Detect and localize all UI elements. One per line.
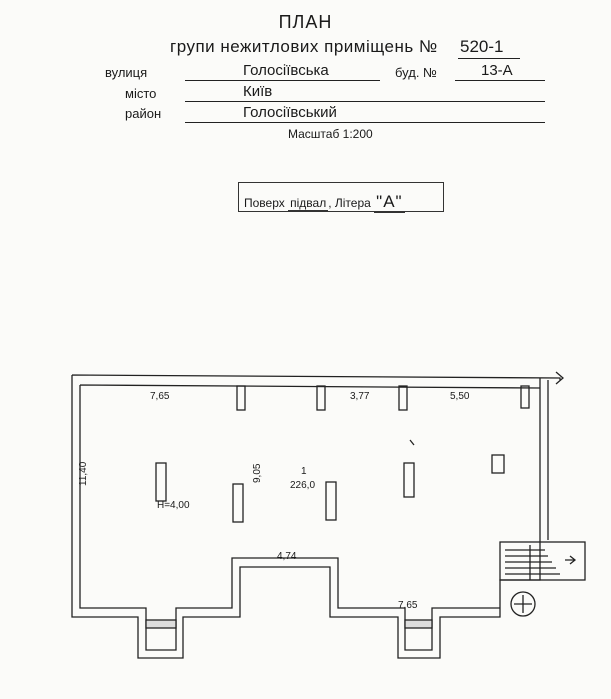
floor-label: Поверх — [244, 196, 285, 210]
dimension-bottom-notch: 4,74 — [277, 551, 297, 562]
letter-label: Літера — [334, 196, 371, 210]
inner-wall — [80, 385, 540, 650]
city-value: Київ — [243, 83, 273, 100]
column — [399, 386, 407, 410]
floor-separator: , — [328, 196, 332, 210]
building-value: 13-А — [481, 62, 513, 79]
street-label: вулиця — [105, 65, 148, 80]
dimension-top-middle: 3,77 — [350, 391, 370, 402]
dimension-top-left: 7,65 — [150, 391, 170, 402]
dimension-top-right: 5,50 — [450, 391, 470, 402]
column — [404, 463, 414, 497]
dimension-left-side: 11,40 — [78, 461, 89, 486]
column — [521, 386, 529, 408]
room-area: 226,0 — [290, 480, 316, 491]
room-height: Н=4,00 — [157, 500, 190, 511]
floor-value: підвал — [290, 196, 327, 210]
district-label: район — [125, 106, 162, 121]
column — [317, 386, 325, 410]
dimension-bottom-right: 7,65 — [398, 600, 418, 611]
column — [233, 484, 243, 522]
district-value: Голосіївський — [243, 104, 337, 121]
scale-label: Масштаб 1:200 — [288, 127, 373, 141]
plan-title: ПЛАН — [278, 12, 333, 32]
column — [156, 463, 166, 501]
letter-value: "А" — [376, 192, 403, 211]
column — [326, 482, 336, 520]
room-number: 1 — [301, 466, 307, 477]
premises-number: 520-1 — [460, 37, 504, 56]
bay-left — [146, 620, 176, 628]
right-wall — [540, 378, 548, 540]
building-label: буд. № — [395, 65, 437, 80]
bay-right — [405, 620, 432, 628]
column — [237, 386, 245, 410]
city-label: місто — [125, 86, 157, 101]
outer-wall — [72, 375, 560, 658]
plan-subtitle: групи нежитлових приміщень № — [170, 37, 438, 56]
street-value: Голосіївська — [243, 62, 329, 79]
column — [492, 455, 504, 473]
dimension-room-depth: 9,05 — [252, 463, 263, 483]
